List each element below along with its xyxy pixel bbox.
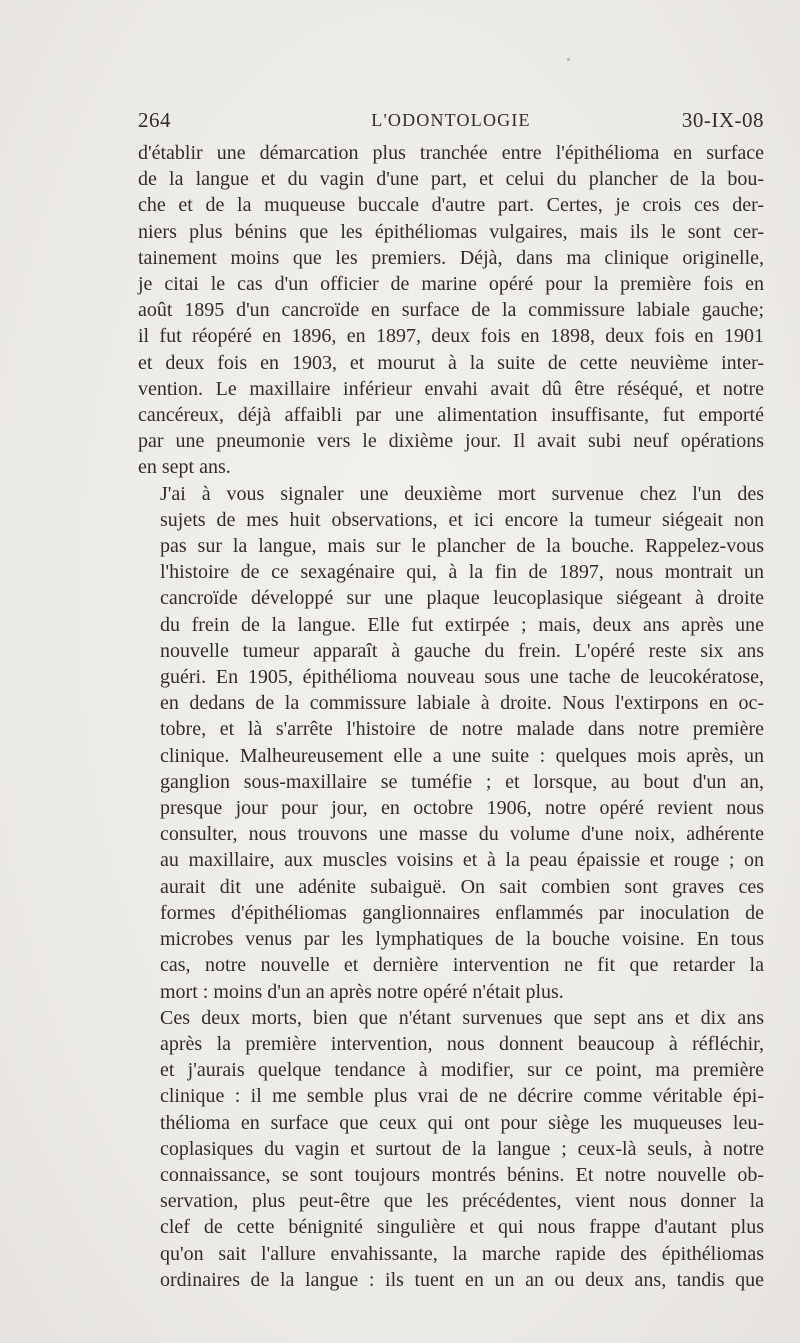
page-number: 264 bbox=[138, 108, 171, 132]
body-text bbox=[138, 140, 764, 1293]
text-line: tainement moins que les premiers. Déjà, dans ma clinique originelle, bbox=[138, 246, 764, 269]
text-line: je citai le cas d'un officier de marine opéré pour la première fois en bbox=[138, 273, 764, 296]
text-line: microbes venus par les lymphatiques de la bouche voisine. En tous bbox=[160, 928, 764, 951]
text-line: presque jour pour jour, en octobre 1906, notre opéré revient nous bbox=[160, 797, 764, 820]
text-line: clinique : il me semble plus vrai de ne décrire comme véritable épi- bbox=[160, 1085, 764, 1108]
text-line: de la langue et du vagin d'une part, et celui du plancher de la bou- bbox=[138, 168, 764, 191]
text-line: et deux fois en 1903, et mourut à la suite de cette neuvième inter- bbox=[138, 351, 764, 374]
text-line: sujets de mes huit observations, et ici encore la tumeur siégeait non bbox=[160, 508, 764, 531]
text-line: clinique. Malheureusement elle a une suite : quelques mois après, un bbox=[160, 744, 764, 767]
text-line: thélioma en surface que ceux qui ont pour siège les muqueuses leu- bbox=[160, 1111, 764, 1134]
text-line: en sept ans. bbox=[138, 456, 231, 479]
text-line: ganglion sous-maxillaire se tuméfie ; et lorsque, au bout d'un an, bbox=[160, 770, 764, 793]
paragraph-3 bbox=[138, 1005, 764, 1293]
text-line: niers plus bénins que les épithéliomas vulgaires, mais ils le sont cer- bbox=[138, 220, 764, 243]
issue-date: 30-IX-08 bbox=[681, 108, 764, 132]
text-line: tobre, et là s'arrête l'histoire de notre malade dans notre première bbox=[160, 718, 764, 741]
journal-title: L'ODONTOLOGIE bbox=[371, 110, 531, 130]
text-line: clef de cette bénignité singulière et qui nous frappe d'autant plus bbox=[160, 1216, 764, 1239]
text-line: coplasiques du vagin et surtout de la langue ; ceux-là seuls, à notre bbox=[160, 1137, 764, 1160]
text-line: du frein de la langue. Elle fut extirpée ; mais, deux ans après une bbox=[160, 613, 764, 636]
text-line: pas sur la langue, mais sur le plancher de la bouche. Rappelez-vous bbox=[160, 535, 764, 558]
text-line: che et de la muqueuse buccale d'autre part. Certes, je crois ces der- bbox=[138, 194, 764, 217]
text-line: et j'aurais quelque tendance à modifier, sur ce point, ma première bbox=[160, 1059, 764, 1082]
text-line: au maxillaire, aux muscles voisins et à la peau épaissie et rouge ; on bbox=[160, 849, 764, 872]
text-line: août 1895 d'un cancroïde en surface de la commissure labiale gauche; bbox=[138, 299, 764, 322]
paragraph-2 bbox=[138, 481, 764, 1005]
text-line: il fut réopéré en 1896, en 1897, deux fois en 1898, deux fois en 1901 bbox=[138, 325, 764, 348]
text-line: par une pneumonie vers le dixième jour. Il avait subi neuf opérations bbox=[138, 430, 764, 453]
text-line: l'histoire de ce sexagénaire qui, à la fin de 1897, nous montrait un bbox=[160, 561, 764, 584]
text-line: consulter, nous trouvons une masse du volume d'une noix, adhérente bbox=[160, 823, 764, 846]
paragraph-1 bbox=[138, 140, 764, 481]
text-line: guéri. En 1905, épithélioma nouveau sous une tache de leucokératose, bbox=[160, 666, 764, 689]
text-line: formes d'épithéliomas ganglionnaires enflammés par inoculation de bbox=[160, 901, 764, 924]
text-line: d'établir une démarcation plus tranchée entre l'épithélioma en surface bbox=[138, 142, 764, 164]
text-line: mort : moins d'un an après notre opéré n'était plus. bbox=[160, 980, 564, 1003]
text-line: ordinaires de la langue : ils tuent en un an ou deux ans, tandis que bbox=[160, 1268, 764, 1291]
paper-speck bbox=[567, 58, 570, 61]
text-line: Ces deux morts, bien que n'étant survenues que sept ans et dix ans bbox=[160, 1006, 764, 1029]
text-line: J'ai à vous signaler une deuxième mort survenue chez l'un des bbox=[160, 482, 764, 505]
text-line: en dedans de la commissure labiale à droite. Nous l'extirpons en oc- bbox=[160, 692, 764, 715]
text-line: connaissance, se sont toujours montrés bénins. Et notre nouvelle ob- bbox=[160, 1163, 764, 1186]
text-line: servation, plus peut-être que les précédentes, vient nous donner la bbox=[160, 1190, 764, 1213]
text-line: vention. Le maxillaire inférieur envahi avait dû être réséqué, et notre bbox=[138, 377, 764, 400]
text-line: après la première intervention, nous donnent beaucoup à réfléchir, bbox=[160, 1032, 764, 1055]
text-line: aurait dit une adénite subaiguë. On sait combien sont graves ces bbox=[160, 875, 764, 898]
text-line: cas, notre nouvelle et dernière intervention ne fit que retarder la bbox=[160, 954, 764, 977]
text-line: cancéreux, déjà affaibli par une alimentation insuffisante, fut emporté bbox=[138, 404, 764, 427]
text-line: qu'on sait l'allure envahissante, la marche rapide des épithéliomas bbox=[160, 1242, 764, 1265]
running-header bbox=[138, 108, 764, 134]
text-line: nouvelle tumeur apparaît à gauche du frein. L'opéré reste six ans bbox=[160, 639, 764, 662]
text-line: cancroïde développé sur une plaque leucoplasique siégeant à droite bbox=[160, 587, 764, 610]
